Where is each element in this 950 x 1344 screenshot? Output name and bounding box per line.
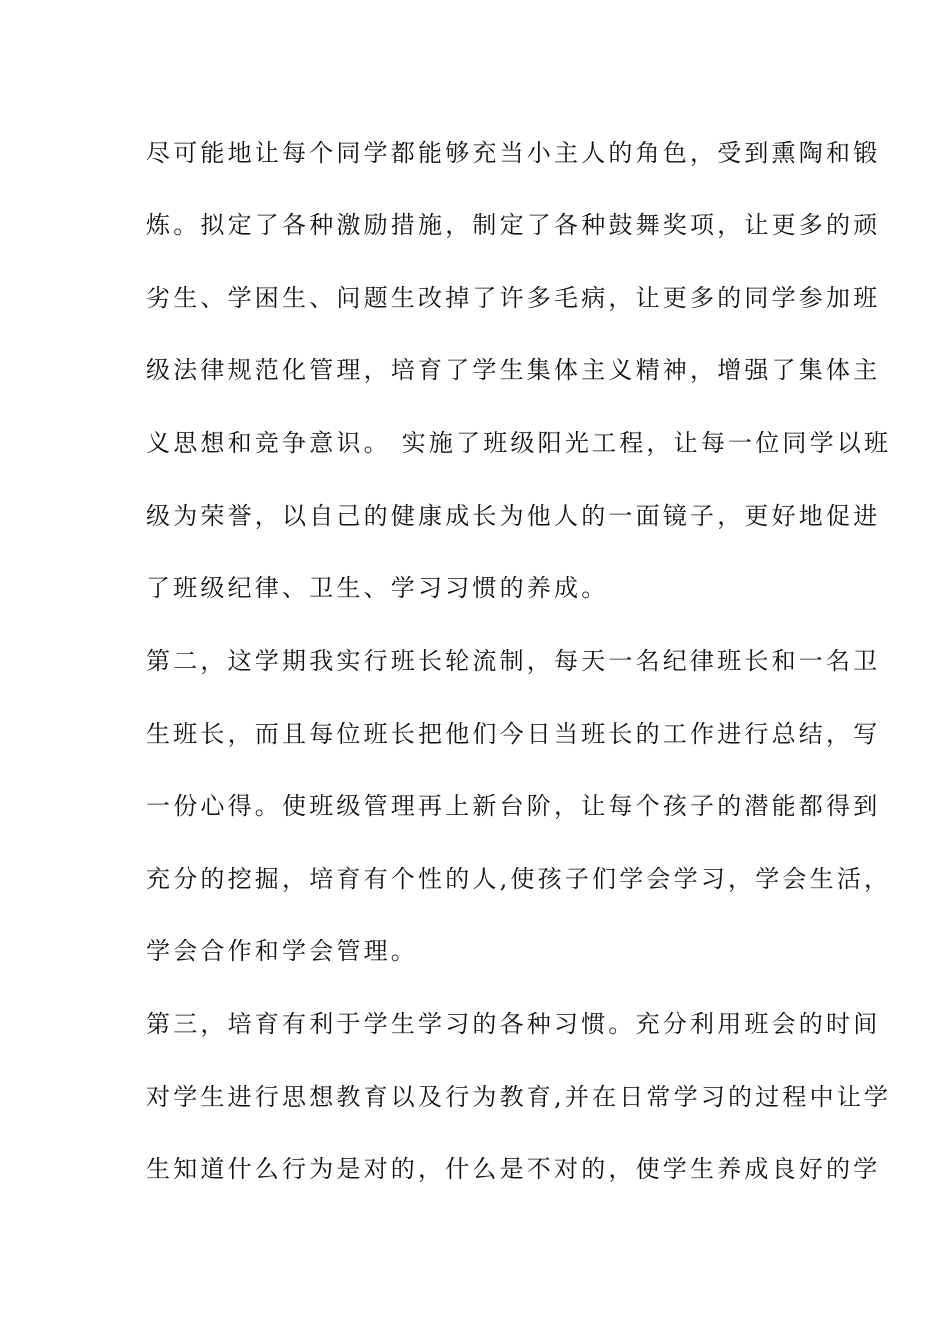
text-line: 级法律规范化管理，培育了学生集体主义精神，增强了集体主 <box>146 356 881 384</box>
text-line: 劣生、学困生、问题生改掉了许多毛病，让更多的同学参加班 <box>146 284 881 312</box>
text-line: 尽可能地让每个同学都能够充当小主人的角色，受到熏陶和锻 <box>146 139 881 167</box>
text-line: 第三，培育有利于学生学习的各种习惯。充分利用班会的时间 <box>146 1010 881 1038</box>
text-line: 义思想和竞争意识。 实施了班级阳光工程，让每一位同学以班 <box>146 429 892 457</box>
text-line: 了班级纪律、卫生、学习习惯的养成。 <box>146 574 609 602</box>
text-line: 第二，这学期我实行班长轮流制，每天一名纪律班长和一名卫 <box>146 647 881 675</box>
text-line: 充分的挖掘，培育有个性的人,使孩子们学会学习，学会生活， <box>146 865 892 893</box>
text-line: 一份心得。使班级管理再上新台阶，让每个孩子的潜能都得到 <box>146 792 881 820</box>
text-line: 炼。拟定了各种激励措施，制定了各种鼓舞奖项，让更多的顽 <box>146 211 881 239</box>
text-line: 生知道什么行为是对的，什么是不对的，使学生养成良好的学 <box>146 1155 881 1183</box>
text-line: 生班长，而且每位班长把他们今日当班长的工作进行总结，写 <box>146 720 881 748</box>
text-line: 学会合作和学会管理。 <box>146 937 418 965</box>
text-line: 对学生进行思想教育以及行为教育,并在日常学习的过程中让学 <box>146 1083 892 1111</box>
text-line: 级为荣誉，以自己的健康成长为他人的一面镜子，更好地促进 <box>146 502 881 530</box>
